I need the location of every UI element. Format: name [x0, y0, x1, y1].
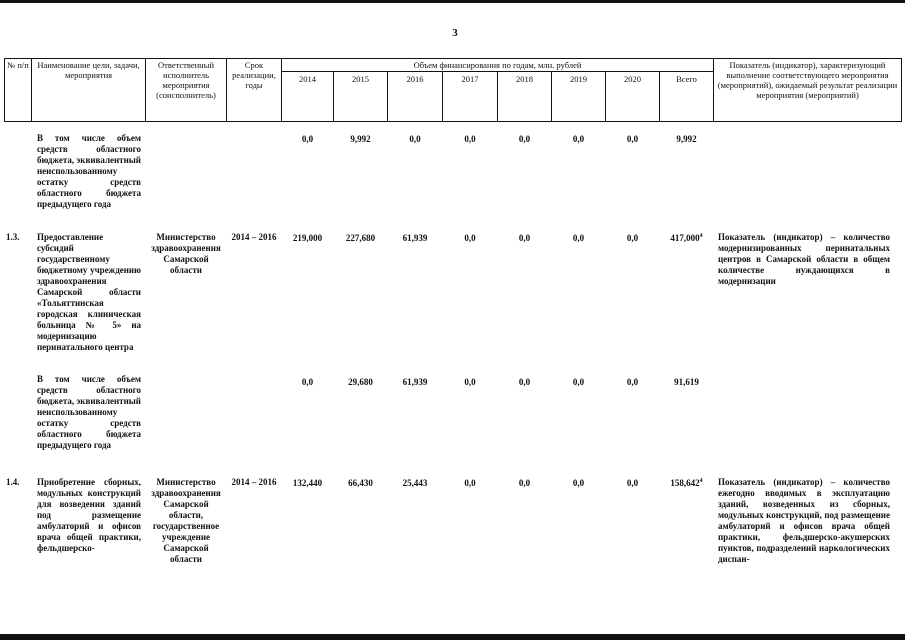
top-border: [0, 0, 905, 3]
bottom-border: [0, 634, 905, 640]
value-2020: 0,0: [626, 377, 639, 387]
value-2017: 0,0: [464, 233, 476, 243]
header-total: Всего: [676, 74, 697, 84]
total-value: 417,000: [670, 233, 700, 243]
total-value: 158,642: [670, 478, 700, 488]
header-year: 2017: [461, 74, 479, 84]
row-num: 1.3.: [6, 232, 20, 242]
header-year: 2016: [406, 74, 424, 84]
header-year: 2019: [570, 74, 587, 84]
page-number: 3: [452, 27, 458, 39]
value-total: [660, 478, 713, 488]
header-num: № п/п: [7, 60, 29, 70]
table-header-bottom-border: [4, 121, 901, 122]
value-2018: 0,0: [518, 134, 531, 144]
value-2015: 227,680: [345, 233, 376, 243]
header-year: 2015: [352, 74, 369, 84]
value-2020: 0,0: [626, 478, 639, 488]
row-term: 2014 – 2016: [231, 232, 277, 242]
col-border: [713, 58, 714, 122]
row-name: Предоставление субсидий государственному бюджетному учреждению здравоохранения Самарской области «Тольяттинская городская клиническая больница № 5» на модернизацию перинатального центра: [37, 232, 141, 352]
value-2016: 25,443: [402, 478, 428, 488]
value-total: [660, 377, 713, 387]
value-2018: 0,0: [518, 233, 531, 243]
header-name: Наименование цели, задачи, мероприятия: [37, 60, 140, 80]
footnote-mark: 4: [699, 233, 703, 239]
value-2016: 61,939: [402, 233, 428, 243]
value-2015: 29,680: [348, 377, 373, 387]
header-year: 2014: [299, 74, 316, 84]
total-value: 91,619: [674, 377, 699, 387]
value-2019: 0,0: [572, 377, 585, 387]
row-indicator: Показатель (индикатор) – количество ежегодно вводимых в эксплуатацию зданий, возведенных из сборных, модульных конструкций, под размещение амбулаторий и офисов врача общей практики, фельдшерско-акушерских пунктов, подразделений наркологических диспан-: [718, 477, 890, 564]
value-2014: 0,0: [301, 377, 314, 387]
row-responsible: Министерство здравоохранения Самарской области, государственное учреждение Самарской области: [151, 477, 221, 564]
total-value: 9,992: [676, 134, 697, 144]
value-2020: 0,0: [626, 134, 639, 144]
value-2019: 0,0: [572, 478, 585, 488]
value-2017: 0,0: [464, 377, 476, 387]
value-2015: 9,992: [350, 134, 371, 144]
table-top-border: [4, 58, 901, 59]
row-name: В том числе объем средств областного бюджета, эквивалентный неиспользованному остатку средств областного бюджета предыдущего года: [37, 133, 141, 209]
value-2018: 0,0: [518, 478, 531, 488]
row-num: 1.4.: [6, 477, 20, 487]
value-2014: 132,440: [292, 478, 323, 488]
header-indicator: Показатель (индикатор), характеризующий выполнение соответствующего мероприятия (мероприятий), ожидаемый результат реализации мероприятия (мероприятий): [717, 60, 898, 100]
value-2019: 0,0: [572, 233, 585, 243]
header-term: Срок реализации, годы: [232, 60, 276, 90]
value-2019: 0,0: [572, 134, 585, 144]
value-2016: 61,939: [402, 377, 428, 387]
header-responsible: Ответственный исполнитель мероприятия (соисполнитель): [156, 60, 216, 100]
value-total: [660, 233, 713, 243]
value-2020: 0,0: [626, 233, 639, 243]
row-name: В том числе объем средств областного бюджета, эквивалентный неиспользованному остатку средств областного бюджета предыдущего года: [37, 374, 141, 450]
value-2017: 0,0: [464, 134, 476, 144]
footnote-mark: 4: [699, 478, 703, 484]
value-2018: 0,0: [518, 377, 531, 387]
header-year: 2020: [624, 74, 641, 84]
row-indicator: Показатель (индикатор) – количество модернизированных перинатальных центров в Самарской области в общем количестве нуждающихся в модернизации: [718, 232, 890, 286]
value-2014: 219,000: [292, 233, 323, 243]
col-border: [901, 58, 902, 122]
row-term: 2014 – 2016: [231, 477, 277, 487]
value-2014: 0,0: [301, 134, 314, 144]
row-responsible: Министерство здравоохранения Самарской области: [151, 232, 221, 275]
value-2017: 0,0: [464, 478, 476, 488]
header-year: 2018: [516, 74, 533, 84]
value-total: [660, 134, 713, 144]
value-2016: 0,0: [409, 134, 421, 144]
value-2015: 66,430: [348, 478, 373, 488]
header-funding: Объем финансирования по годам, млн. рублей: [413, 60, 582, 70]
row-name: Приобретение сборных, модульных конструкций для возведения зданий под размещение амбулаторий и офисов врача общей практики, фельдшерско-: [37, 477, 141, 553]
